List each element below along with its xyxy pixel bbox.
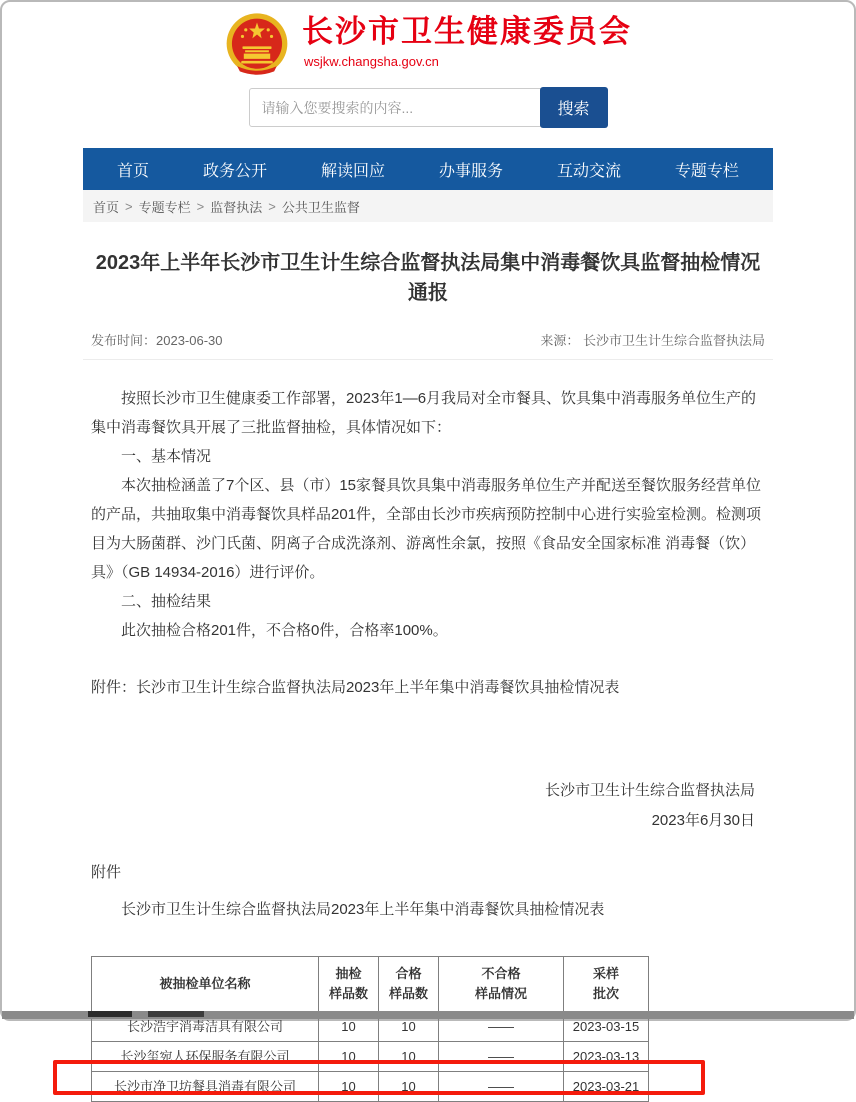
table-caption: 长沙市卫生计生综合监督执法局2023年上半年集中消毒餐饮具抽检情况表 <box>121 901 605 918</box>
national-emblem-icon <box>224 12 290 78</box>
article-meta <box>83 330 773 360</box>
footer-badge <box>148 1011 204 1017</box>
appendix-label: 附件 <box>91 864 122 881</box>
nav-item-home[interactable]: 首页 <box>117 162 150 180</box>
source-line <box>540 330 765 349</box>
sampled-cell: 10 <box>319 1012 379 1042</box>
section-heading-1: 一、基本情况 <box>121 448 212 465</box>
sampled-cell: 10 <box>319 1072 379 1102</box>
nav-item-special-topics[interactable]: 专题专栏 <box>674 162 739 180</box>
attachment-line: 附件：长沙市卫生计生综合监督执法局2023年上半年集中消毒餐饮具抽检情况表 <box>91 679 620 696</box>
search-input[interactable] <box>249 88 541 127</box>
signature-org: 长沙市卫生计生综合监督执法局 <box>544 782 755 799</box>
batch-cell: 2023-03-13 <box>564 1042 649 1072</box>
table-header-row <box>92 957 649 1012</box>
col-header-sampled-count: 抽检 样品数 <box>319 957 379 1012</box>
breadcrumb-separator: > <box>268 198 276 214</box>
unqualified-cell: —— <box>439 1042 564 1072</box>
paragraph: 按照长沙市卫生健康委工作部署，2023年1—6月我局对全市餐具、饮具集中消毒服务单位生产的集中消毒餐饮具开展了三批监督抽检，具体情况如下： <box>91 390 757 436</box>
brand-block <box>302 12 632 69</box>
col-header-batch: 采样 批次 <box>564 957 649 1012</box>
source-value: 长沙市卫生计生综合监督执法局 <box>582 333 765 348</box>
site-url: wsjkw.changsha.gov.cn <box>304 54 439 69</box>
publish-date: 发布时间：2023-06-30 <box>91 333 223 348</box>
col-header-qualified-count: 合格 样品数 <box>379 957 439 1012</box>
paragraph: 此次抽检合格201件，不合格0件，合格率100%。 <box>121 622 448 639</box>
breadcrumb-special-topics[interactable]: 专题专栏 <box>138 199 191 215</box>
nav-item-interaction[interactable]: 互动交流 <box>556 162 621 180</box>
table-row <box>92 1042 649 1072</box>
qualified-cell: 10 <box>379 1072 439 1102</box>
unqualified-cell: —— <box>439 1012 564 1042</box>
sample-table <box>91 956 649 1102</box>
search-button[interactable]: 搜索 <box>540 87 608 128</box>
main-nav <box>83 148 773 190</box>
unit-name-cell: 长沙浩宇消毒洁具有限公司 <box>92 1012 319 1042</box>
batch-cell: 2023-03-15 <box>564 1012 649 1042</box>
section-heading-2: 二、抽检结果 <box>121 593 212 610</box>
qualified-cell: 10 <box>379 1042 439 1072</box>
breadcrumb-public-health[interactable]: 公共卫生监督 <box>281 199 360 215</box>
batch-cell: 2023-03-21 <box>564 1072 649 1102</box>
qualified-cell: 10 <box>379 1012 439 1042</box>
col-header-unqualified: 不合格 样品情况 <box>439 957 564 1012</box>
breadcrumb <box>83 190 773 222</box>
paragraph: 本次抽检涵盖了7个区、县（市）15家餐具饮具集中消毒服务单位生产并配送至餐饮服务经营单位的产品，共抽取集中消毒餐饮具样品201件，全部由长沙市疾病预防控制中心进行实验室检测。检测项目为大肠菌群、沙门氏菌、阴离子合成洗涤剂、游离性余氯，按照《食品安全国家标准 消毒餐（饮）具》（GB 14934-2016）进行评价。 <box>91 477 762 581</box>
unqualified-cell: —— <box>439 1072 564 1102</box>
breadcrumb-separator: > <box>125 198 133 214</box>
col-header-unit-name: 被抽检单位名称 <box>92 957 319 1012</box>
footer-badge <box>88 1011 132 1017</box>
sample-table-wrap <box>91 956 765 1102</box>
sampled-cell: 10 <box>319 1042 379 1072</box>
breadcrumb-supervision[interactable]: 监督执法 <box>210 199 263 215</box>
unit-name-cell: 长沙玺宛人环保服务有限公司 <box>92 1042 319 1072</box>
signature-block <box>91 776 765 836</box>
nav-item-gov-info[interactable]: 政务公开 <box>202 162 267 180</box>
page-title: 2023年上半年长沙市卫生计生综合监督执法局集中消毒餐饮具监督抽检情况通报 <box>95 252 761 304</box>
breadcrumb-home[interactable]: 首页 <box>93 199 120 215</box>
search-bar <box>2 88 854 128</box>
site-title: 长沙市卫生健康委员会 <box>302 14 632 49</box>
nav-item-interpretation[interactable]: 解读回应 <box>320 162 385 180</box>
source-label: 来源： <box>540 333 580 348</box>
footer-strip <box>2 1011 854 1019</box>
table-row-highlighted <box>92 1072 649 1102</box>
nav-item-services[interactable]: 办事服务 <box>438 162 503 180</box>
breadcrumb-separator: > <box>196 198 205 214</box>
signature-date: 2023年6月30日 <box>651 812 755 829</box>
article-body <box>83 384 773 1102</box>
site-header <box>2 2 854 78</box>
unit-name-cell: 长沙市净卫坊餐具消毒有限公司 <box>92 1072 319 1102</box>
